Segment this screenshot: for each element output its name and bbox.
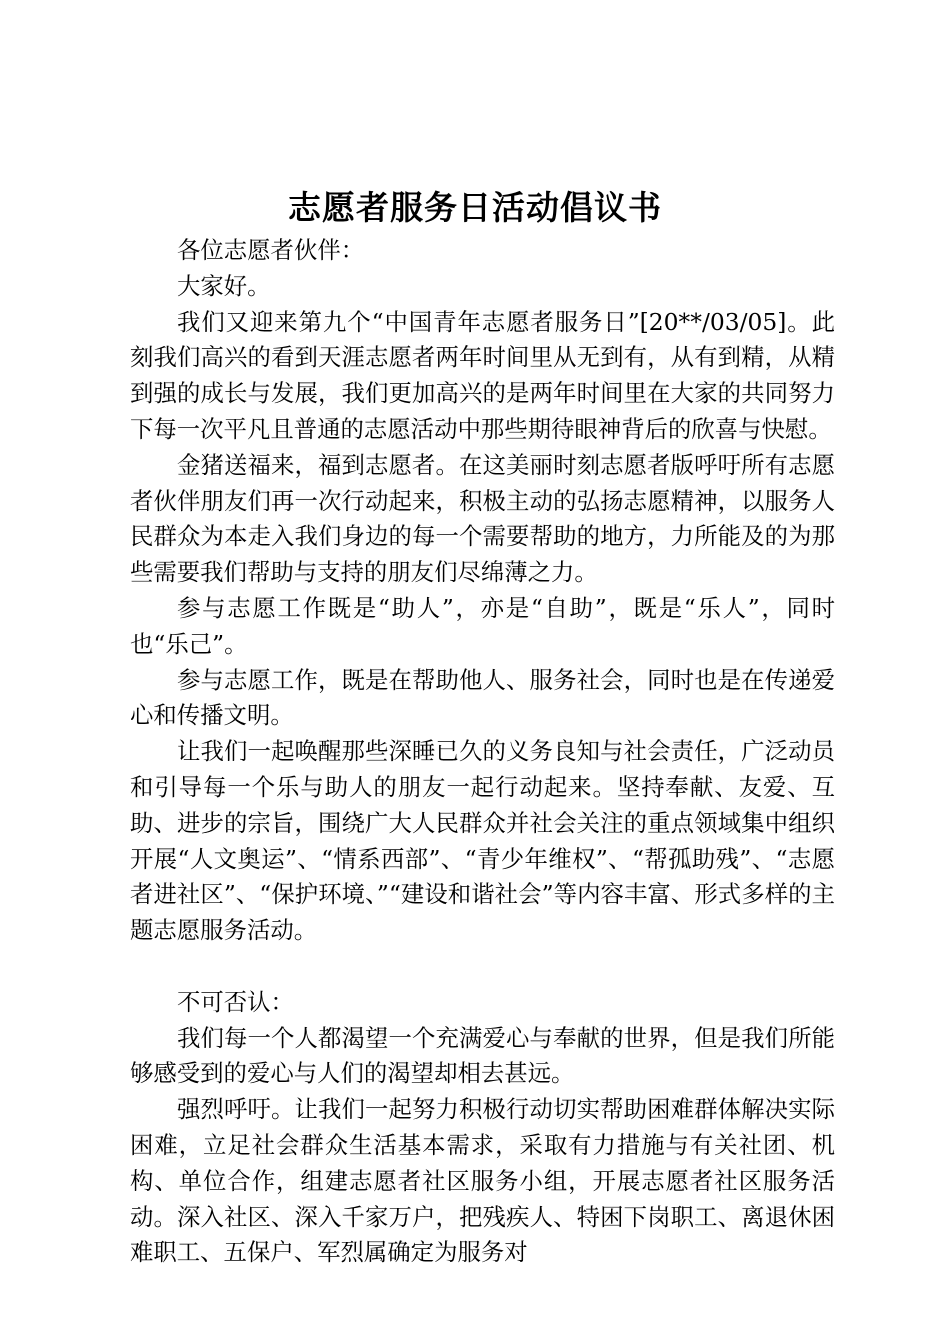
paragraph: 让我们一起唤醒那些深睡已久的义务良知与社会责任，广泛动员和引导每一个乐与助人的朋友一起行动起来。坚持奉献、友爱、互助、进步的宗旨，围绕广大人民群众并社会关注的重点领域集中组织开展“人文奥运”、“情系西部”、“青少年维权”、“帮孤助残”、“志愿者进社区”、“保护环境、”“建设和谐社会”等内容丰富、形式多样的主题志愿服务活动。 <box>130 737 835 945</box>
blank-line <box>130 949 835 985</box>
paragraph: 我们又迎来第九个“中国青年志愿者服务日”[20**/03/05]。此刻我们高兴的看到天涯志愿者两年时间里从无到有，从有到精，从精到强的成长与发展，我们更加高兴的是两年时间里在大家的共同努力下每一次平凡且普通的志愿活动中那些期待眼神背后的欣喜与快慰。 <box>130 307 835 443</box>
document-title: 志愿者服务日活动倡议书 <box>288 188 662 227</box>
paragraph: 参与志愿工作既是“助人”，亦是“自助”，既是“乐人”，同时也“乐己”。 <box>130 593 835 658</box>
paragraph: 不可否认： <box>177 987 294 1016</box>
document-body <box>130 233 835 1271</box>
paragraph: 金猪送福来，福到志愿者。在这美丽时刻志愿者版呼吁所有志愿者伙伴朋友们再一次行动起来，积极主动的弘扬志愿精神，以服务人民群众为本走入我们身边的每一个需要帮助的地方，力所能及的为那些需要我们帮助与支持的朋友们尽绵薄之力。 <box>130 450 835 587</box>
greeting: 大家好。 <box>177 271 271 300</box>
paragraph: 强烈呼吁。让我们一起努力积极行动切实帮助困难群体解决实际困难，立足社会群众生活基本需求，采取有力措施与有关社团、机构、单位合作，组建志愿者社区服务小组，开展志愿者社区服务活动。深入社区、深入千家万户，把残疾人、特困下岗职工、离退休困难职工、五保户、军烈属确定为服务对 <box>130 1095 835 1267</box>
salutation: 各位志愿者伙伴： <box>177 236 365 264</box>
paragraph: 参与志愿工作，既是在帮助他人、服务社会，同时也是在传递爱心和传播文明。 <box>130 665 835 730</box>
paragraph: 我们每一个人都渴望一个充满爱心与奉献的世界，但是我们所能够感受到的爱心与人们的渴望却相去甚远。 <box>130 1023 835 1088</box>
